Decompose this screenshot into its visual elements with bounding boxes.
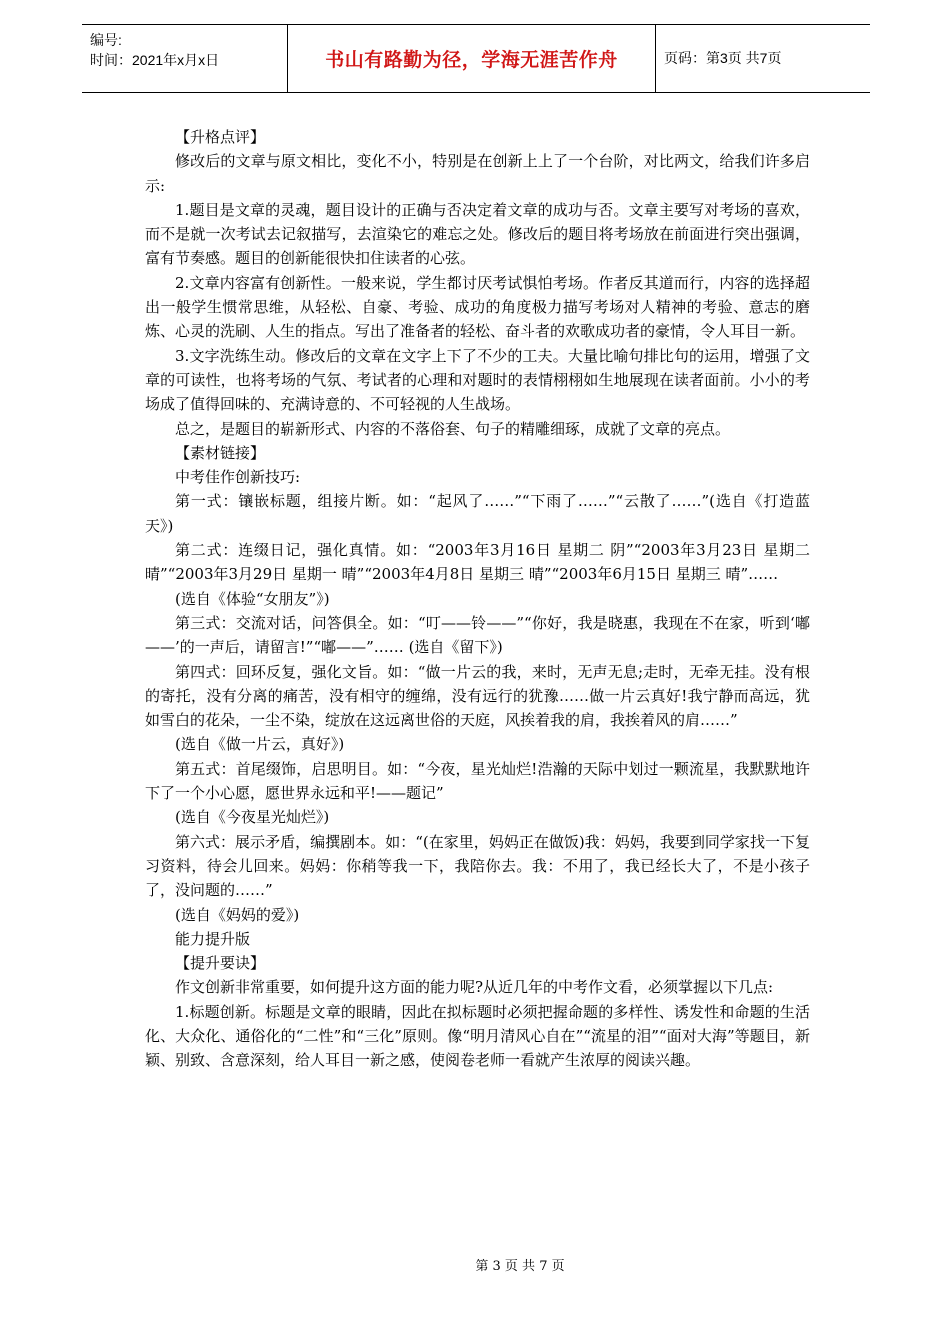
document-time-label: 时间：2021年x月x日 (90, 52, 220, 68)
document-number-label: 编号: (90, 32, 122, 48)
section-heading-review: 【升格点评】 (175, 128, 266, 146)
source-note: (选自《妈妈的爱》) (175, 905, 300, 924)
source-note: (选自《做一片云，真好》) (175, 735, 345, 754)
paragraph: 1.题目是文章的灵魂，题目设计的正确与否决定着文章的成功与否。文章主要写对考场的喜欢，而不是就一次考试去记叙描写，去渲染它的难忘之处。修改后的题目将考场放在前面进行突出强调，富有节奏感。题目的创新能很快扣住读者的心弦。 (145, 200, 810, 268)
paragraph: 3.文字洗练生动。修改后的文章在文字上下了不少的工夫。大量比喻句排比句的运用，增强了文章的可读性，也将考场的气氛、考试者的心理和对题时的表情栩栩如生地展现在读者面前。小小的考场成了值得回味的、充满诗意的、不可轻视的人生战场。 (145, 346, 810, 414)
source-note: (选自《今夜星光灿烂》) (175, 808, 330, 827)
paragraph: 第五式：首尾缀饰，启思明目。如：“今夜，星光灿烂!浩瀚的天际中划过一颗流星，我默默地许下了一个小心愿，愿世界永远和平!——题记” (145, 759, 810, 803)
paragraph: 修改后的文章与原文相比，变化不小，特别是在创新上上了一个台阶，对比两文，给我们许多启示: (145, 152, 810, 195)
source-note: (选自《体验“女朋友”》) (175, 589, 330, 608)
paragraph: 第二式：连缀日记，强化真情。如：“2003年3月16日 星期二 阴”“2003年3月23日 星期二 晴”“2003年3月29日 星期一 晴”“2003年4月8日 星期三 晴”“2003年6月15日 星期三 晴”…… (145, 541, 810, 584)
header-page-info: 页码：第3页 共7页 (664, 50, 782, 66)
section-heading-level: 能力提升版 (175, 929, 251, 948)
paragraph: 第一式：镶嵌标题，组接片断。如：“起风了……”“下雨了……”“云散了……”(选自《打造蓝天》) (145, 492, 810, 535)
page-footer: 第 3 页 共 7 页 (475, 1259, 565, 1274)
paragraph: 第三式：交流对话，问答俱全。如：“叮——铃——”“你好，我是晓惠，我现在不在家，听到‘嘟——’的一声后，请留言!”“嘟——”…… (选自《留下》) (145, 613, 810, 657)
paragraph: 作文创新非常重要，如何提升这方面的能力呢?从近几年的中考作文看，必须掌握以下几点: (175, 978, 774, 997)
paragraph: 2.文章内容富有创新性。一般来说，学生都讨厌考试惧怕考场。作者反其道而行，内容的选择超出一般学生惯常思维，从轻松、自豪、考验、成功的角度极力描写考场对人精神的考验、意志的磨炼、心灵的洗刷、人生的指点。写出了准备者的轻松、奋斗者的欢歌成功者的豪情，令人耳目一新。 (145, 273, 810, 341)
header-divider-right (655, 24, 656, 92)
paragraph: 第四式：回环反复，强化文旨。如：“做一片云的我，来时，无声无息;走时，无牵无挂。没有根的寄托，没有分离的痛苦，没有相守的缠绵，没有远行的犹豫……做一片云真好!我宁静而高远，犹如雪白的花朵，一尘不染，绽放在这远离世俗的天庭，风挨着我的肩，我挨着风的肩……” (145, 662, 810, 730)
header-bottom-rule (82, 92, 870, 93)
document-body (145, 125, 810, 1073)
section-heading-tips: 【提升要诀】 (175, 954, 266, 973)
page-header (82, 24, 870, 92)
paragraph: 第六式：展示矛盾，编撰剧本。如：“(在家里，妈妈正在做饭)我：妈妈，我要到同学家找一下复习资料，待会儿回来。妈妈：你稍等我一下，我陪你去。我：不用了，我已经长大了，不是小孩子了，没问题的……” (145, 832, 810, 900)
header-motto: 书山有路勤为径，学海无涯苦作舟 (325, 48, 618, 71)
paragraph: 总之，是题目的崭新形式、内容的不落俗套、句子的精雕细琢，成就了文章的亮点。 (175, 419, 731, 438)
paragraph: 中考佳作创新技巧: (175, 468, 301, 487)
header-meta (90, 30, 219, 70)
paragraph: 1.标题创新。标题是文章的眼睛，因此在拟标题时必须把握命题的多样性、诱发性和命题的生活化、大众化、通俗化的“二性”和“三化”原则。像“明月清风心自在”“流星的泪”“面对大海”等题目，新颖、别致、含意深刻，给人耳目一新之感，使阅卷老师一看就产生浓厚的阅读兴趣。 (145, 1002, 810, 1070)
section-heading-material: 【素材链接】 (175, 443, 266, 462)
